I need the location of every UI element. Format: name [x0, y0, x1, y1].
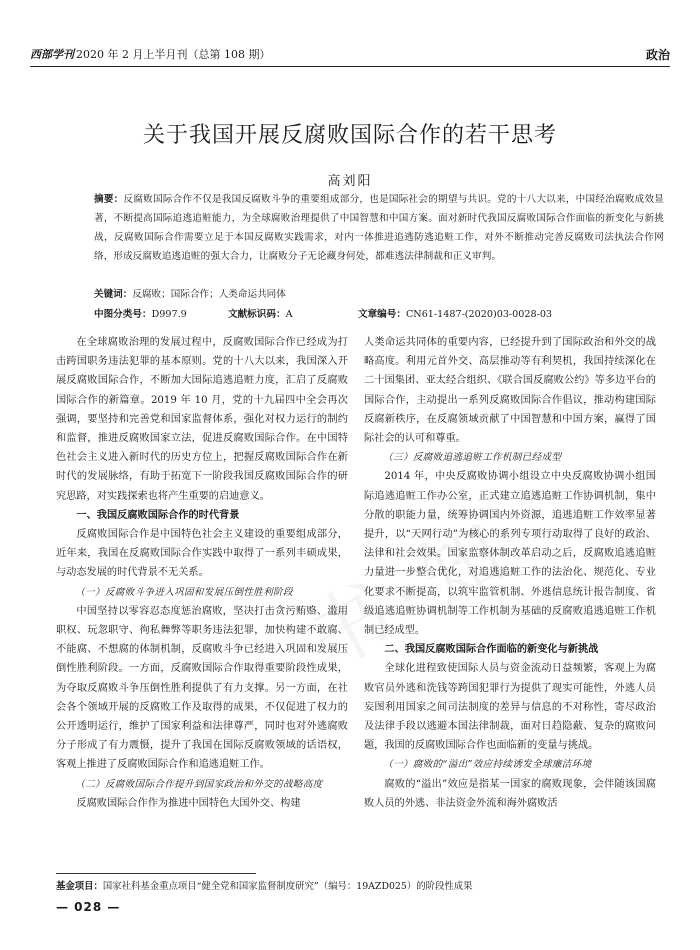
- right-column: [364, 333, 656, 813]
- paragraph: 2014 年，中央反腐败协调小组设立中央反腐败协调小组国际追逃追赃工作办公室，正式建立追逃追赃工作协调机制，集中分散的职能力量，统筹协调国内外资源，追逃追赃工作效率显著提升，以“天网行动”为核心的系列专项行动取得了良好的政治、法律和社会效果。国家监察体制改革启动之后，反腐败追逃追赃力量进一步整合优化，对追逃追赃工作的法治化、规范化、专业化要求不断提高，以筑牢监管机制、外逃信息统计报告制度、省级追逃追赃协调机制等工作机制为基础的反腐败追逃追赃工作机制已经成型。: [364, 471, 656, 637]
- clc-label: 中图分类号：: [94, 309, 152, 320]
- article-number-label: 文章编号：: [358, 309, 406, 320]
- document-code: [228, 306, 293, 320]
- keywords-label: 关键词：: [94, 289, 133, 300]
- journal-logo: 西部学刊: [30, 48, 74, 61]
- left-column: [56, 333, 348, 813]
- section-heading: 一、我国反腐败国际合作的时代背景: [76, 509, 240, 521]
- document-code-value: A: [285, 309, 293, 320]
- paragraph: 中国坚持以零容忍态度惩治腐败，坚决打击贪污贿赂、滥用职权、玩忽职守、徇私舞弊等职务违法犯罪，加快构建不敢腐、不能腐、不想腐的体制机制，反腐败斗争已经进入巩固和发展压倒性胜利阶段。一方面，反腐败国际合作取得重要阶段性成果，为夺取反腐败斗争压倒性胜利提供了有力支撑。另一方面，在社会各个领域开展的反腐败工作及取得的成果，不仅促进了权力的公开透明运行，维护了国家利益和法律尊严，同时也对外逃腐败分子形成了有力震慑，提升了我国在国际反腐败领域的话语权，客观上推进了反腐败国际合作和追逃追赃工作。: [56, 605, 348, 771]
- paragraph: 腐败的“溢出”效应是指某一国家的腐败现象，会伴随该国腐败人员的外逃、非法资金外流和海外腐败活: [364, 778, 656, 809]
- journal-issue-line: [30, 46, 270, 62]
- funding-footnote: [56, 878, 472, 892]
- subsection-heading: （二）反腐败国际合作提升到国家政治和外交的战略高度: [75, 778, 323, 790]
- running-header: [30, 44, 670, 66]
- paragraph: 在全球腐败治理的发展过程中，反腐败国际合作已经成为打击跨国职务违法犯罪的基本原则。党的十八大以来，我国深入开展反腐败国际合作，不断加大国际追逃追赃力度，汇启了反腐败国际合作的新篇章。2019 年 10 月，党的十九届四中全会再次强调，要坚持和完善党和国家监督体系，强化对权力运行的制约和监督，推进反腐败国家立法，促进反腐败国际合作。在中国特色社会主义进入新时代的历史方位上，把握反腐败国际合作在新时代的发展脉络，有助于拓宽下一阶段我国反腐败国际合作的研究思路，对实践探索也将产生重要的启迪意义。: [56, 337, 348, 502]
- footnote-rule: [56, 873, 256, 874]
- issue-label: 2020 年 2 月上半月刊（总第 108 期）: [76, 48, 271, 61]
- article-author: 高刘阳: [327, 174, 373, 189]
- paragraph: 人类命运共同体的重要内容，已经提升到了国际政治和外交的战略高度。利用元首外交、高层推动等有利契机，我国持续深化在二十国集团、亚太经合组织、《联合国反腐败公约》等多边平台的国际合作，主动提出一系列反腐败国际合作倡议，推动构建国际反腐新秩序，在反腐领域贡献了中国智慧和中国方案，赢得了国际社会的认可和尊重。: [364, 337, 656, 445]
- article-title: 关于我国开展反腐败国际合作的若干思考: [142, 123, 557, 148]
- subsection-heading: （一）反腐败斗争进入巩固和发展压倒性胜利阶段: [75, 586, 293, 598]
- abstract-text: 反腐败国际合作不仅是我国反腐败斗争的重要组成部分，也是国际社会的期望与共识。党的十八大以来，中国经治腐败成效显著，不断提高国际追逃追赃能力，为全球腐败治理提供了中国智慧和中国方案。面对新时代我国反腐败国际合作面临的新变化与新挑战，反腐败国际合作需要立足于本国反腐败实践需求，对内一体推进追逃防逃追赃工作，对外不断推动完善反腐败司法执法合作网络，形成反腐败追逃追赃的强大合力，让腐败分子无论藏身何处，都难逃法律制裁和正义审判。: [94, 194, 664, 262]
- paragraph: 反腐败国际合作是中国特色社会主义建设的重要组成部分，近年来，我国在反腐败国际合作实践中取得了一系列丰硕成果，与动态发展的时代背景不无关系。: [56, 529, 348, 579]
- funding-label: 基金项目：: [56, 881, 103, 892]
- article-number: [358, 306, 552, 320]
- section-heading: 二、我国反腐败国际合作面临的新变化与新挑战: [384, 644, 599, 656]
- funding-text: 国家社科基金重点项目“健全党和国家监督制度研究”（编号：19AZD025）的阶段性成果: [102, 881, 473, 892]
- article-number-value: CN61-1487-(2020)03-0028-03: [405, 309, 553, 320]
- clc-number: [94, 306, 187, 320]
- section-label: 政治: [645, 48, 670, 62]
- abstract-label: 摘要：: [94, 194, 124, 205]
- subsection-heading: （三）反腐败追逃追赃工作机制已经成型: [383, 452, 562, 464]
- keywords-text: 反腐败；国际合作；人类命运共同体: [132, 289, 286, 300]
- document-code-label: 文献标识码：: [228, 309, 286, 320]
- paragraph: 反腐败国际合作作为推进中国特色大国外交、构建: [76, 797, 301, 809]
- paragraph: 全球化进程致使国际人员与资金流动日益频繁，客观上为腐败官员外逃和洗钱等跨国犯罪行为提供了现实可能性，外逃人员妄图利用国家之间司法制度的差异与信息的不对称性，寄尽政治及法律手段以逃避本国法律制裁，面对日趋隐蔽、复杂的腐败问题，我国的反腐败国际合作也面临新的变量与挑战。: [364, 663, 656, 752]
- subsection-heading: （一）腐败的“溢出”效应持续诱发全球廉洁环境: [383, 759, 592, 771]
- header-rule: [30, 66, 670, 67]
- abstract: [94, 190, 664, 266]
- keywords: [94, 286, 286, 300]
- clc-value: D997.9: [151, 309, 187, 320]
- page-number: — 028 —: [56, 900, 121, 914]
